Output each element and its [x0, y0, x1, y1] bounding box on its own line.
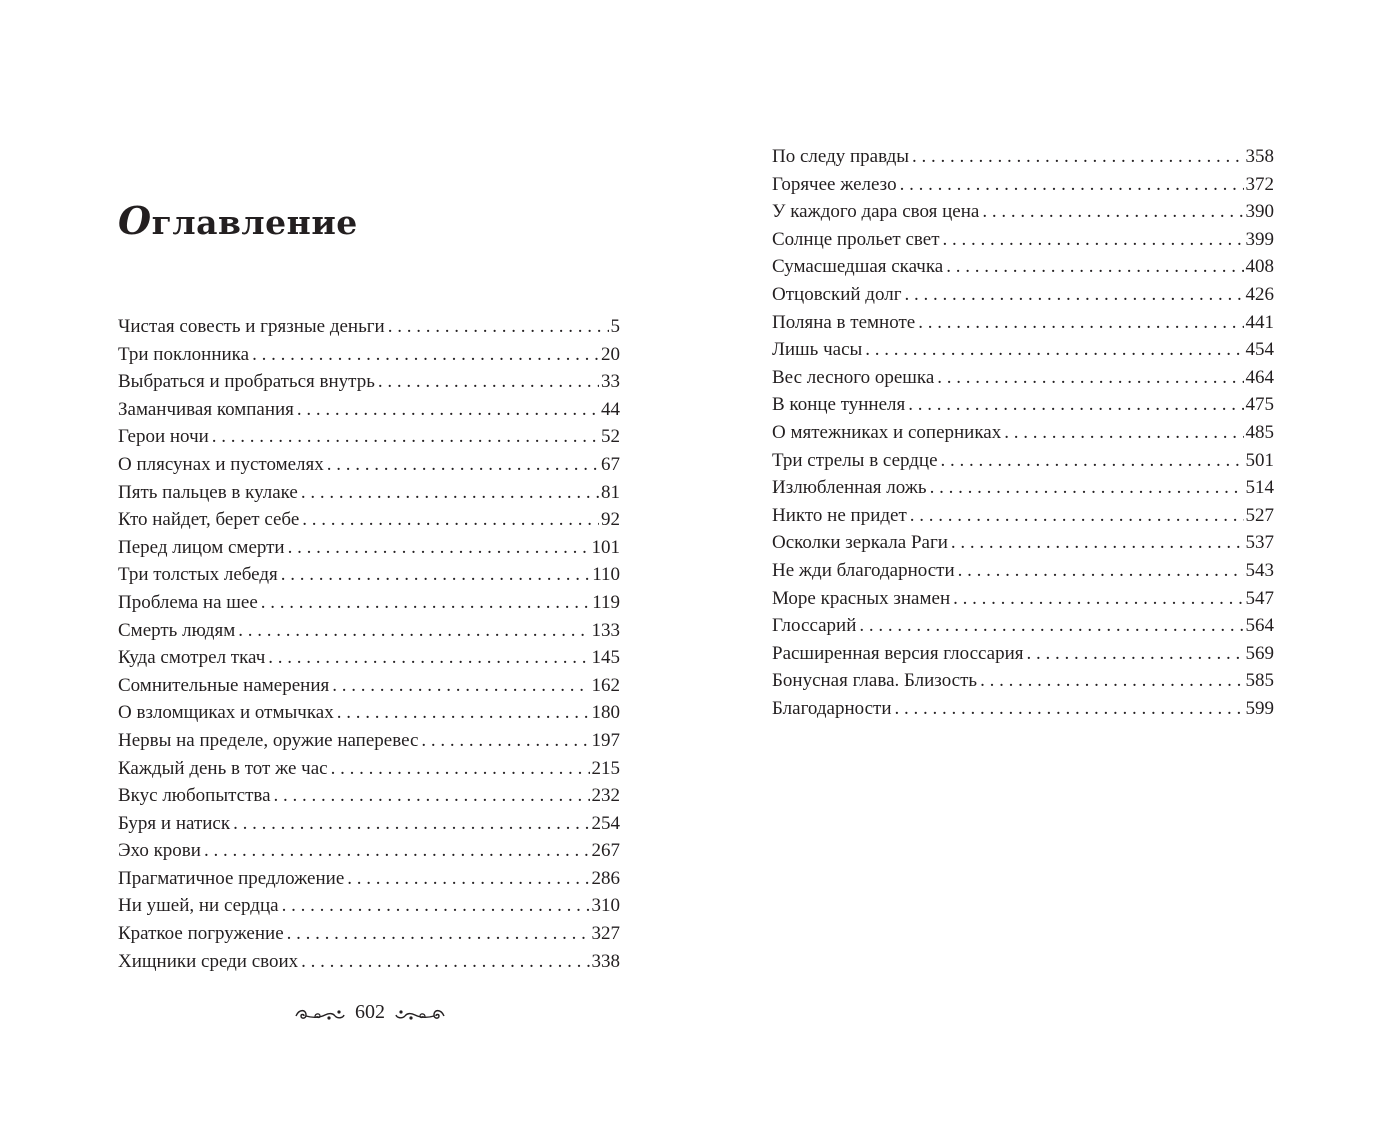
toc-entry-title: Благодарности	[772, 697, 892, 719]
dot-leader	[378, 368, 599, 396]
dot-leader	[281, 561, 590, 589]
dot-leader	[930, 474, 1244, 502]
toc-entry-page: 501	[1245, 449, 1274, 471]
dot-leader	[388, 313, 609, 341]
toc-entry-title: Сомнительные намерения	[118, 674, 330, 696]
toc-entry-title: Буря и натиск	[118, 812, 231, 834]
toc-entry-title: Излюбленная ложь	[772, 477, 927, 499]
toc-entry-page: 215	[591, 757, 620, 779]
dot-leader	[331, 755, 590, 783]
toc-entry	[118, 506, 620, 534]
dot-leader	[953, 585, 1243, 613]
toc-entry-page: 327	[591, 923, 620, 945]
toc-entry-title: Перед лицом смерти	[118, 536, 285, 558]
toc-entry-title: Вкус любопытства	[118, 785, 271, 807]
dot-leader	[302, 506, 599, 534]
toc-entry-title: Куда смотрел ткач	[118, 647, 266, 669]
toc-entry-page: 475	[1245, 394, 1274, 416]
toc-entry-page: 267	[591, 840, 620, 862]
page-number: 602	[355, 1000, 385, 1023]
toc-entry	[118, 589, 620, 617]
flourish-left-icon	[293, 1005, 347, 1025]
dot-leader	[274, 782, 590, 810]
toc-entry-page: 527	[1245, 504, 1274, 526]
toc-entry	[118, 948, 620, 976]
toc-entry	[772, 695, 1274, 723]
toc-entry	[118, 341, 620, 369]
toc-entry-title: Ни ушей, ни сердца	[118, 895, 279, 917]
toc-entry-title: Прагматичное предложение	[118, 867, 345, 889]
dot-leader	[327, 451, 599, 479]
toc-entry-title: Три толстых лебедя	[118, 564, 278, 586]
toc-entry	[772, 585, 1274, 613]
toc-entry-page: 180	[591, 702, 620, 724]
toc-entry-page: 119	[592, 591, 620, 613]
toc-entry-title: О мятежниках и соперниках	[772, 421, 1002, 443]
toc-entry-page: 485	[1245, 421, 1274, 443]
toc-entry-page: 81	[601, 481, 620, 503]
toc-entry-page: 145	[591, 647, 620, 669]
toc-entry-page: 441	[1245, 311, 1274, 333]
toc-entry	[772, 502, 1274, 530]
toc-entry-page: 399	[1245, 228, 1274, 250]
toc-entry-title: Поляна в темноте	[772, 311, 916, 333]
toc-entry-title: Расширенная версия глоссария	[772, 642, 1024, 664]
toc-entry-title: Три стрелы в сердце	[772, 449, 938, 471]
toc-entry-title: Сумасшедшая скачка	[772, 256, 944, 278]
dot-leader	[958, 557, 1244, 585]
toc-entry-page: 254	[591, 812, 620, 834]
toc-entry	[772, 447, 1274, 475]
toc-entry	[772, 336, 1274, 364]
toc-entry	[118, 810, 620, 838]
toc-entry-title: Осколки зеркала Раги	[772, 532, 948, 554]
toc-entry	[772, 529, 1274, 557]
toc-entry-page: 585	[1245, 670, 1274, 692]
toc-entry-page: 162	[591, 674, 620, 696]
dot-leader	[859, 612, 1243, 640]
dot-leader	[946, 253, 1243, 281]
right-page	[697, 0, 1394, 1125]
dot-leader	[288, 534, 590, 562]
toc-entry-title: Смерть людям	[118, 619, 236, 641]
toc-entry-page: 110	[592, 564, 620, 586]
toc-entry-page: 52	[601, 426, 620, 448]
toc-entry-page: 390	[1245, 201, 1274, 223]
toc-entry	[772, 143, 1274, 171]
toc-entry-title: Кто найдет, берет себе	[118, 509, 300, 531]
dot-leader	[937, 364, 1243, 392]
toc-entry-title: Проблема на шее	[118, 591, 258, 613]
toc-entry-title: Чистая совесть и грязные деньги	[118, 316, 385, 337]
toc-entry	[118, 561, 620, 589]
toc-title-initial: О	[118, 198, 152, 243]
toc-entry-title: Отцовский долг	[772, 283, 902, 305]
toc-entry-title: Никто не придет	[772, 504, 907, 526]
dot-leader	[268, 644, 589, 672]
dot-leader	[980, 667, 1243, 695]
toc-entry	[772, 667, 1274, 695]
toc-entry-page: 101	[591, 536, 620, 558]
flourish-right-icon	[393, 1005, 447, 1025]
toc-entry-title: Не жди благодарности	[772, 559, 955, 581]
toc-entry	[772, 309, 1274, 337]
toc-entry-page: 5	[610, 316, 620, 337]
toc-entry-page: 454	[1245, 339, 1274, 361]
toc-entry-page: 92	[601, 509, 620, 531]
toc-entry	[118, 451, 620, 479]
dot-leader	[332, 672, 589, 700]
toc-entry-page: 33	[601, 371, 620, 393]
toc-entry-page: 537	[1245, 532, 1274, 554]
toc-entry-page: 133	[591, 619, 620, 641]
toc-entry-title: О плясунах и пустомелях	[118, 453, 324, 475]
toc-entry-page: 426	[1245, 283, 1274, 305]
toc-entry	[772, 474, 1274, 502]
toc-entry-title: Бонусная глава. Близость	[772, 670, 978, 692]
toc-entry-page: 20	[601, 343, 620, 365]
dot-leader	[282, 892, 590, 920]
toc-entry	[118, 644, 620, 672]
toc-title	[118, 198, 358, 243]
toc-entry-title: Вес лесного орешка	[772, 366, 935, 388]
toc-entry-title: Пять пальцев в кулаке	[118, 481, 298, 503]
toc-entry-page: 547	[1245, 587, 1274, 609]
dot-leader	[337, 699, 590, 727]
toc-entry	[118, 782, 620, 810]
toc-entry	[772, 640, 1274, 668]
toc-entry	[118, 423, 620, 451]
toc-entry-title: Три поклонника	[118, 343, 250, 365]
dot-leader	[918, 309, 1243, 337]
toc-list-right	[772, 143, 1274, 722]
toc-entry	[772, 281, 1274, 309]
toc-entry	[118, 534, 620, 562]
toc-entry-title: Выбраться и пробраться внутрь	[118, 371, 375, 393]
toc-entry-page: 372	[1245, 173, 1274, 195]
dot-leader	[212, 423, 599, 451]
dot-leader	[865, 336, 1243, 364]
toc-entry-page: 358	[1245, 146, 1274, 167]
dot-leader	[941, 447, 1244, 475]
dot-leader	[297, 396, 599, 424]
toc-entry-page: 408	[1245, 256, 1274, 278]
dot-leader	[347, 865, 589, 893]
toc-entry	[118, 699, 620, 727]
toc-entry-page: 514	[1245, 477, 1274, 499]
toc-entry-title: У каждого дара своя цена	[772, 201, 980, 223]
toc-entry	[772, 226, 1274, 254]
dot-leader	[204, 837, 590, 865]
toc-entry-page: 197	[591, 729, 620, 751]
toc-entry-title: Заманчивая компания	[118, 398, 294, 420]
dot-leader	[301, 948, 589, 976]
toc-entry	[118, 892, 620, 920]
toc-entry-page: 232	[591, 785, 620, 807]
dot-leader	[908, 391, 1243, 419]
toc-entry	[118, 313, 620, 341]
dot-leader	[1004, 419, 1243, 447]
dot-leader	[900, 171, 1244, 199]
toc-entry	[772, 171, 1274, 199]
toc-entry-title: По следу правды	[772, 146, 910, 167]
toc-entry-page: 44	[601, 398, 620, 420]
toc-entry	[118, 617, 620, 645]
dot-leader	[233, 810, 589, 838]
dot-leader	[895, 695, 1244, 723]
toc-entry	[118, 865, 620, 893]
dot-leader	[252, 341, 599, 369]
dot-leader	[421, 727, 589, 755]
toc-entry-page: 310	[591, 895, 620, 917]
dot-leader	[1027, 640, 1244, 668]
dot-leader	[905, 281, 1244, 309]
dot-leader	[261, 589, 590, 617]
toc-entry	[118, 479, 620, 507]
toc-entry	[118, 920, 620, 948]
toc-entry-title: Лишь часы	[772, 339, 863, 361]
toc-entry-title: Нервы на пределе, оружие наперевес	[118, 729, 419, 751]
toc-entry-page: 286	[591, 867, 620, 889]
dot-leader	[287, 920, 590, 948]
toc-entry	[772, 364, 1274, 392]
dot-leader	[951, 529, 1244, 557]
toc-entry-title: Краткое погружение	[118, 923, 284, 945]
toc-entry-title: Море красных знамен	[772, 587, 951, 609]
toc-entry-page: 338	[591, 950, 620, 972]
toc-list-left	[118, 313, 620, 975]
page-footer	[290, 1000, 450, 1030]
toc-entry	[772, 391, 1274, 419]
toc-entry	[118, 396, 620, 424]
toc-entry-title: Горячее железо	[772, 173, 897, 195]
toc-entry-title: Глоссарий	[772, 615, 857, 637]
toc-entry-title: О взломщиках и отмычках	[118, 702, 334, 724]
toc-entry-title: В конце туннеля	[772, 394, 906, 416]
dot-leader	[943, 226, 1244, 254]
toc-entry-title: Солнце прольет свет	[772, 228, 940, 250]
toc-entry-title: Эхо крови	[118, 840, 201, 862]
toc-entry	[118, 837, 620, 865]
dot-leader	[238, 617, 589, 645]
toc-entry-page: 599	[1245, 697, 1274, 719]
toc-entry	[772, 557, 1274, 585]
toc-entry-page: 569	[1245, 642, 1274, 664]
toc-entry-title: Каждый день в тот же час	[118, 757, 328, 779]
toc-entry	[772, 419, 1274, 447]
toc-entry-page: 464	[1245, 366, 1274, 388]
dot-leader	[982, 198, 1243, 226]
toc-entry	[772, 612, 1274, 640]
toc-entry	[772, 253, 1274, 281]
toc-entry	[118, 727, 620, 755]
dot-leader	[912, 143, 1243, 171]
dot-leader	[910, 502, 1244, 530]
toc-entry-title: Хищники среди своих	[118, 950, 299, 972]
toc-entry-page: 564	[1245, 615, 1274, 637]
toc-title-rest: главление	[151, 203, 358, 242]
toc-entry	[118, 672, 620, 700]
toc-entry	[118, 755, 620, 783]
toc-entry	[772, 198, 1274, 226]
toc-entry-page: 67	[601, 453, 620, 475]
toc-entry	[118, 368, 620, 396]
toc-entry-page: 543	[1245, 559, 1274, 581]
dot-leader	[301, 479, 599, 507]
toc-entry-title: Герои ночи	[118, 426, 209, 448]
